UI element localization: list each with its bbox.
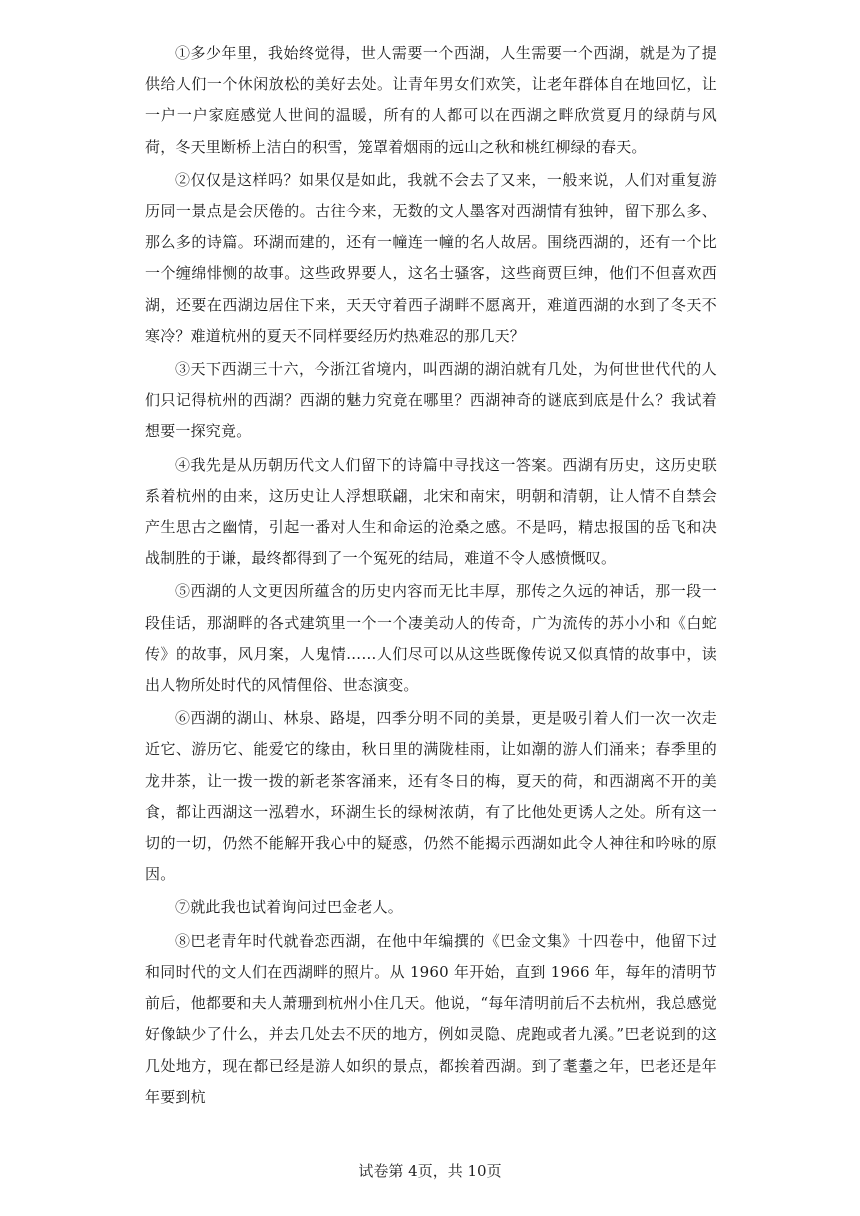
paragraph-2: ②仅仅是这样吗？如果仅是如此，我就不会去了又来，一般来说，人们对重复游历同一景点是会厌倦的。古往今来，无数的文人墨客对西湖情有独钟，留下那么多、那么多的诗篇。环湖而建的，还有一幢连一幢的名人故居。围绕西湖的，还有一个比一个缠绵悱恻的故事。这些政界要人，这名士骚客，这些商贾巨绅，他们不但喜欢西湖，还要在西湖边居住下来，天天守着西子湖畔不愿离开，难道西湖的水到了冬天不寒冷？难道杭州的夏天不同样要经历灼热难忍的那几天？ xyxy=(145,170,717,345)
paragraph-5: ⑤西湖的人文更因所蕴含的历史内容而无比丰厚，那传之久远的神话，那一段一段佳话，那湖畔的各式建筑里一个一个凄美动人的传奇，广为流传的苏小小和《白蛇传》的故事，风月案，人鬼情……人们尽可以从这些既像传说又似真情的故事中，读出人物所处时代的风情俚俗、世态演变。 xyxy=(145,582,717,695)
paragraph-7: ⑦就此我也试着询问过巴金老人。 xyxy=(175,898,404,917)
page-footer: 试卷第 4页，共 10页 xyxy=(358,1162,502,1180)
paragraph-6: ⑥西湖的湖山、林泉、路堤，四季分明不同的美景，更是吸引着人们一次一次走近它、游历它、能爱它的缘由，秋日里的满陇桂雨，让如潮的游人们涌来；春季里的龙井茶，让一拨一拨的新老茶客涌来，还有冬日的梅，夏天的荷，和西湖离不开的美食，都让西湖这一泓碧水，环湖生长的绿树浓荫，有了比他处更诱人之处。所有这一切的一切，仍然不能解开我心中的疑惑，仍然不能揭示西湖如此令人神往和吟咏的原因。 xyxy=(145,709,717,884)
document-body xyxy=(145,38,717,1113)
paragraph-3: ③天下西湖三十六，今浙江省境内，叫西湖的湖泊就有几处，为何世世代代的人们只记得杭州的西湖？西湖的魅力究竟在哪里？西湖神奇的谜底到底是什么？我试着想要一探究竟。 xyxy=(145,360,717,441)
paragraph-1: ①多少年里，我始终觉得，世人需要一个西湖，人生需要一个西湖，就是为了提供给人们一个休闲放松的美好去处。让青年男女们欢笑，让老年群体自在地回忆，让一户一户家庭感觉人世间的温暖，所有的人都可以在西湖之畔欣赏夏月的绿荫与风荷，冬天里断桥上洁白的积雪，笼罩着烟雨的远山之秋和桃红柳绿的春天。 xyxy=(145,44,717,156)
paragraph-8: ⑧巴老青年时代就眷恋西湖，在他中年编撰的《巴金文集》十四卷中，他留下过和同时代的文人们在西湖畔的照片。从 1960 年开始，直到 1966 年，每年的清明节前后，他都要和夫人萧珊到杭州小住几天。他说，“每年清明前后不去杭州，我总感觉好像缺少了什么，并去几处去不厌的地方，例如灵隐、虎跑或者九溪。”巴老说到的这几处地方，现在都已经是游人如织的景点，都挨着西湖。到了耄耋之年，巴老还是年年要到杭 xyxy=(145,931,717,1106)
paragraph-4: ④我先是从历朝历代文人们留下的诗篇中寻找这一答案。西湖有历史，这历史联系着杭州的由来，这历史让人浮想联翩，北宋和南宋，明朝和清朝，让人情不自禁会产生思古之幽情，引起一番对人生和命运的沧桑之感。不是吗，精忠报国的岳飞和决战制胜的于谦，最终都得到了一个冤死的结局，难道不令人感愤慨叹。 xyxy=(145,455,717,568)
